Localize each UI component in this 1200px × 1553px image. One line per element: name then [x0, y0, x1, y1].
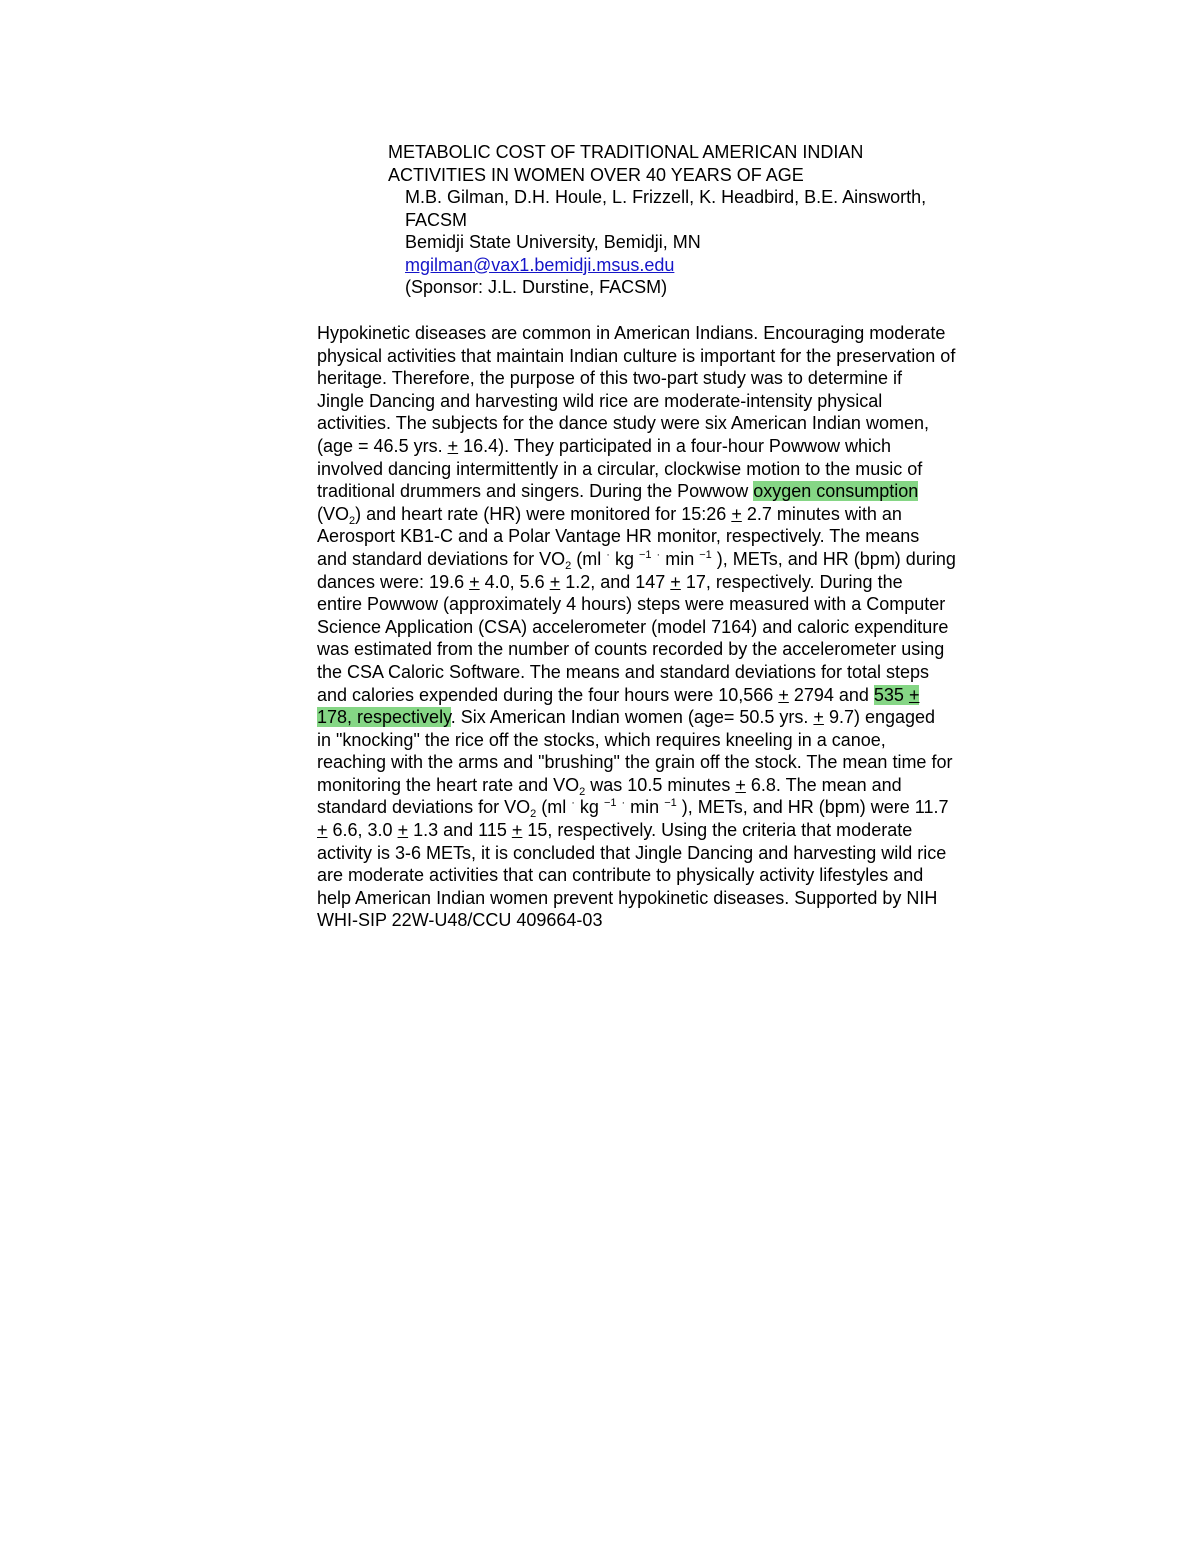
text-run: 535: [873, 684, 909, 705]
subscript: 2: [530, 808, 537, 821]
email-link[interactable]: mgilman@vax1.bemidji.msus.edu: [405, 254, 675, 275]
abstract-line: Science Application (CSA) accelerometer (model 7164) and caloric expenditure: [317, 616, 949, 637]
plus-minus-sign: +: [549, 571, 561, 592]
abstract-line: Jingle Dancing and harvesting wild rice are moderate-intensity physical: [317, 390, 883, 411]
text-run: (ml: [536, 797, 572, 818]
text-run: standard deviations for VO: [317, 797, 531, 818]
abstract-line: [317, 684, 1037, 707]
text-run: monitoring the heart rate and VO: [317, 774, 580, 795]
text-run: min: [625, 797, 665, 818]
plus-minus-sign: +: [731, 503, 742, 524]
abstract-line: [317, 548, 1037, 571]
plus-minus-sign: +: [735, 774, 746, 795]
abstract-line: [317, 571, 1037, 594]
text-run: 6.6, 3.0: [327, 820, 398, 841]
abstract-line: [317, 774, 1037, 797]
text-run: 2794 and: [788, 684, 874, 705]
text-run: 1.2, and 147: [560, 571, 671, 592]
text-run: dances were: 19.6: [317, 571, 470, 592]
affiliation: Bemidji State University, Bemidji, MN: [405, 232, 701, 252]
superscript: −1: [603, 797, 617, 810]
subscript: 2: [565, 559, 572, 572]
abstract-line: [317, 480, 1037, 503]
authors-line-1: M.B. Gilman, D.H. Houle, L. Frizzell, K. Headbird, B.E. Ainsworth,: [405, 187, 927, 207]
abstract-line: the CSA Caloric Software. The means and standard deviations for total steps: [317, 661, 929, 682]
dot-operator: ·: [656, 548, 661, 561]
text-run: 17, respectively. During the: [680, 571, 903, 592]
subscript: 2: [349, 514, 356, 527]
text-run: (age = 46.5 yrs.: [317, 435, 448, 456]
abstract-line: WHI-SIP 22W-U48/CCU 409664-03: [317, 910, 603, 931]
plus-minus-sign: +: [511, 820, 523, 841]
abstract-line: Hypokinetic diseases are common in American Indians. Encouraging moderate: [317, 323, 946, 343]
text-run: . Six American Indian women (age= 50.5 yrs.: [450, 707, 814, 728]
text-run: (ml: [571, 548, 607, 569]
superscript: −1: [664, 797, 677, 810]
text-run: kg: [574, 797, 604, 818]
text-run: 4.0, 5.6: [479, 571, 550, 592]
authors-line-2: FACSM: [405, 209, 468, 230]
abstract-line: entire Powwow (approximately 4 hours) steps were measured with a Computer: [317, 594, 946, 615]
abstract-line: [317, 706, 1037, 729]
paper-title-line-1: METABOLIC COST OF TRADITIONAL AMERICAN INDIAN: [388, 142, 864, 162]
text-run: 2.7 minutes with an: [741, 503, 902, 524]
abstract-line: heritage. Therefore, the purpose of this two-part study was to determine if: [317, 368, 902, 389]
plus-minus-sign: +: [397, 820, 409, 841]
text-run: traditional drummers and singers. During the Powwow: [317, 481, 754, 502]
plus-minus-sign: +: [778, 684, 789, 705]
text-run: 15, respectively. Using the criteria that moderate: [522, 820, 913, 841]
plus-minus-sign: +: [447, 435, 459, 456]
abstract-line: [317, 435, 1037, 458]
abstract-line: Aerosport KB1-C and a Polar Vantage HR monitor, respectively. The means: [317, 526, 920, 547]
abstract-line: was estimated from the number of counts recorded by the accelerometer using: [317, 639, 945, 660]
superscript: −1: [699, 548, 712, 561]
abstract-line: activities. The subjects for the dance study were six American Indian women,: [317, 413, 929, 434]
dot-operator: ·: [606, 548, 610, 561]
sponsor: (Sponsor: J.L. Durstine, FACSM): [405, 277, 668, 297]
text-run: ) and heart rate (HR) were monitored for 15:26: [355, 503, 732, 524]
abstract-line: are moderate activities that can contribute to physically activity lifestyles and: [317, 865, 924, 886]
text-run: 6.8. The mean and: [745, 774, 902, 795]
highlight-oxygen-consumption: oxygen consumption: [753, 481, 919, 502]
abstract-line: activity is 3-6 METs, it is concluded that Jingle Dancing and harvesting wild rice: [317, 842, 947, 863]
abstract-line: reaching with the arms and "brushing" the grain off the stock. The mean time for: [317, 752, 953, 773]
text-run: and calories expended during the four hours were 10,566: [317, 684, 779, 705]
text-run: was 10.5 minutes: [585, 774, 736, 795]
subscript: 2: [579, 785, 586, 798]
text-run: and standard deviations for VO: [317, 548, 566, 569]
highlight-calories-continued: 178, respectively: [317, 707, 451, 728]
abstract-line: involved dancing intermittently in a circular, clockwise motion to the music of: [317, 458, 923, 479]
text-run: 1.3 and 115: [408, 820, 512, 841]
superscript: −1: [638, 548, 652, 561]
plus-minus-sign: +: [670, 571, 681, 592]
abstract-line: [317, 796, 1037, 819]
paper-header: [388, 141, 1048, 299]
abstract-line: in "knocking" the rice off the stocks, which requires kneeling in a canoe,: [317, 729, 886, 750]
abstract-line: [317, 819, 1037, 842]
plus-minus-sign: +: [317, 820, 328, 841]
paper-title-line-2: ACTIVITIES IN WOMEN OVER 40 YEARS OF AGE: [388, 164, 804, 185]
plus-minus-sign: +: [908, 684, 920, 705]
email-line: [388, 254, 1048, 277]
abstract-line: physical activities that maintain Indian culture is important for the preservation of: [317, 345, 956, 366]
highlight-calories: [874, 685, 920, 705]
text-run: 9.7) engaged: [823, 707, 936, 728]
plus-minus-sign: +: [469, 571, 480, 592]
text-run: 16.4). They participated in a four-hour Powwow which: [458, 435, 891, 456]
text-run: ), METs, and HR (bpm) during: [711, 548, 956, 569]
plus-minus-sign: +: [813, 707, 824, 728]
text-run: ), METs, and HR (bpm) were 11.7: [676, 797, 949, 818]
abstract-body: [317, 322, 1037, 932]
text-run: kg: [609, 548, 639, 569]
abstract-line: [317, 503, 1037, 526]
text-run: min: [660, 548, 700, 569]
dot-operator: ·: [621, 797, 626, 810]
dot-operator: ·: [571, 797, 575, 810]
abstract-line: help American Indian women prevent hypokinetic diseases. Supported by NIH: [317, 887, 938, 908]
text-run: (VO: [317, 503, 350, 524]
